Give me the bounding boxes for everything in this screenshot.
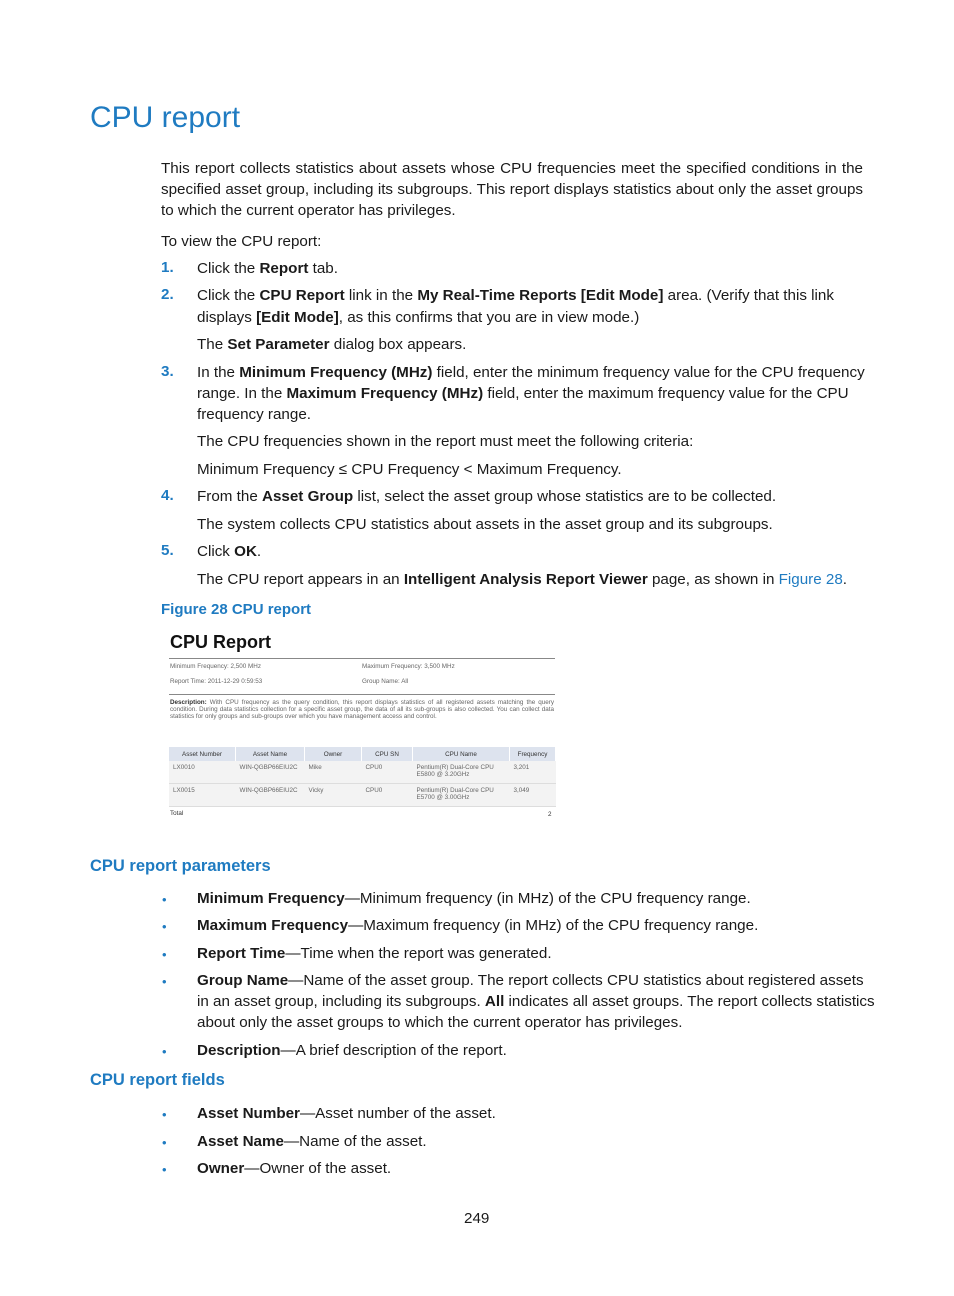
figure-description: Description: With CPU frequency as the query condition, this report displays statistics of all registered assets matching the query condition. During data statistics collection for a specific asset group, the data of all its sub-groups is also collected. You can collect data statistics for only groups and sub-groups over which you have management access and control. bbox=[170, 699, 554, 720]
table-row bbox=[169, 761, 556, 784]
column-header: Owner bbox=[305, 747, 362, 761]
group-name-value: Group Name: All bbox=[362, 678, 409, 685]
param-item-line2: in an asset group, including its subgroups. All indicates all asset groups. The report collects statistics bbox=[197, 993, 875, 1010]
to-view-text: To view the CPU report: bbox=[161, 233, 322, 250]
step-note: The system collects CPU statistics about assets in the asset group and its subgroups. bbox=[197, 516, 773, 533]
figure-divider bbox=[169, 694, 555, 695]
column-header: Frequency bbox=[510, 747, 556, 761]
step-text: Click the CPU Report link in the My Real-Time Reports [Edit Mode] area. (Verify that this link bbox=[197, 287, 834, 304]
figure-title: CPU Report bbox=[170, 632, 272, 652]
intro-paragraph: This report collects statistics about assets whose CPU frequencies meet the specified conditions in the specified asset group, including its subgroups. This report displays statistics about only the asset groups to which the current operator has privileges. bbox=[161, 160, 863, 219]
table-cell: Mike bbox=[305, 761, 362, 784]
step-note: The Set Parameter dialog box appears. bbox=[197, 336, 467, 353]
table-cell: WIN-QGBP66EIU2C bbox=[236, 784, 305, 807]
field-item: Owner—Owner of the asset. bbox=[197, 1160, 392, 1177]
step-number: 4. bbox=[161, 487, 174, 504]
figure-caption: Figure 28 CPU report bbox=[161, 601, 312, 618]
param-item: Report Time—Time when the report was generated. bbox=[197, 945, 552, 962]
column-header: CPU Name bbox=[413, 747, 510, 761]
bullet-icon: • bbox=[162, 1044, 167, 1059]
step-number: 5. bbox=[161, 542, 174, 559]
table-cell: 3,201 bbox=[510, 761, 556, 784]
table-cell: Pentium(R) Dual-Core CPU E5700 @ 3.00GHz bbox=[413, 784, 510, 807]
table-row bbox=[169, 784, 556, 807]
step-number: 1. bbox=[161, 259, 174, 276]
column-header: Asset Number bbox=[169, 747, 236, 761]
param-item: Description—A brief description of the report. bbox=[197, 1042, 507, 1059]
step-number: 2. bbox=[161, 286, 174, 303]
field-item: Asset Name—Name of the asset. bbox=[197, 1133, 427, 1150]
column-header: Asset Name bbox=[236, 747, 305, 761]
total-value: 2 bbox=[548, 811, 552, 818]
section-heading-parameters: CPU report parameters bbox=[90, 857, 271, 875]
table-cell: Pentium(R) Dual-Core CPU E5800 @ 3.20GHz bbox=[413, 761, 510, 784]
param-item: Maximum Frequency—Maximum frequency (in MHz) of the CPU frequency range. bbox=[197, 917, 759, 934]
step-text-line3: frequency range. bbox=[197, 406, 311, 423]
table-cell: WIN-QGBP66EIU2C bbox=[236, 761, 305, 784]
bullet-icon: • bbox=[162, 1135, 167, 1150]
min-frequency-value: Minimum Frequency: 2,500 MHz bbox=[170, 663, 261, 670]
bullet-icon: • bbox=[162, 892, 167, 907]
step-note: The CPU frequencies shown in the report must meet the following criteria: bbox=[197, 433, 694, 450]
table-cell: Vicky bbox=[305, 784, 362, 807]
step-text-line2: displays [Edit Mode], as this confirms that you are in view mode.) bbox=[197, 309, 640, 326]
table-cell: LX0015 bbox=[169, 784, 236, 807]
table-cell: 3,049 bbox=[510, 784, 556, 807]
step-text: From the Asset Group list, select the asset group whose statistics are to be collected. bbox=[197, 488, 777, 505]
report-time-value: Report Time: 2011-12-29 0:59:53 bbox=[170, 678, 263, 685]
table-cell: CPU0 bbox=[362, 761, 413, 784]
total-label: Total bbox=[170, 810, 184, 817]
bullet-icon: • bbox=[162, 1107, 167, 1122]
page-number: 249 bbox=[464, 1210, 490, 1227]
section-heading-fields: CPU report fields bbox=[90, 1071, 225, 1089]
column-header: CPU SN bbox=[362, 747, 413, 761]
bullet-icon: • bbox=[162, 919, 167, 934]
param-item: Group Name—Name of the asset group. The report collects CPU statistics about registered assets bbox=[197, 972, 864, 989]
param-item: Minimum Frequency—Minimum frequency (in MHz) of the CPU frequency range. bbox=[197, 890, 751, 907]
max-frequency-value: Maximum Frequency: 3,500 MHz bbox=[362, 663, 455, 670]
figure-link[interactable]: Figure 28 bbox=[778, 571, 843, 588]
step-note: The CPU report appears in an Intelligent Analysis Report Viewer page, as shown in Figure 28. bbox=[197, 571, 848, 588]
step-text: In the Minimum Frequency (MHz) field, enter the minimum frequency value for the CPU frequency bbox=[197, 364, 865, 381]
param-item-line3: about only the asset groups to which the current operator has privileges. bbox=[197, 1014, 683, 1031]
table-cell: LX0010 bbox=[169, 761, 236, 784]
step-number: 3. bbox=[161, 363, 174, 380]
table-cell: CPU0 bbox=[362, 784, 413, 807]
bullet-icon: • bbox=[162, 947, 167, 962]
bullet-icon: • bbox=[162, 974, 167, 989]
step-note-formula: Minimum Frequency ≤ CPU Frequency < Maximum Frequency. bbox=[197, 461, 622, 478]
step-text: Click OK. bbox=[197, 543, 262, 560]
page-title: CPU report bbox=[90, 101, 241, 134]
bullet-icon: • bbox=[162, 1162, 167, 1177]
cpu-report-figure bbox=[166, 632, 558, 822]
cpu-table bbox=[169, 747, 556, 807]
field-item: Asset Number—Asset number of the asset. bbox=[197, 1105, 496, 1122]
step-text-line2: range. In the Maximum Frequency (MHz) field, enter the maximum frequency value for the CPU bbox=[197, 385, 849, 402]
step-text: Click the Report tab. bbox=[197, 260, 338, 277]
figure-divider bbox=[169, 658, 555, 659]
